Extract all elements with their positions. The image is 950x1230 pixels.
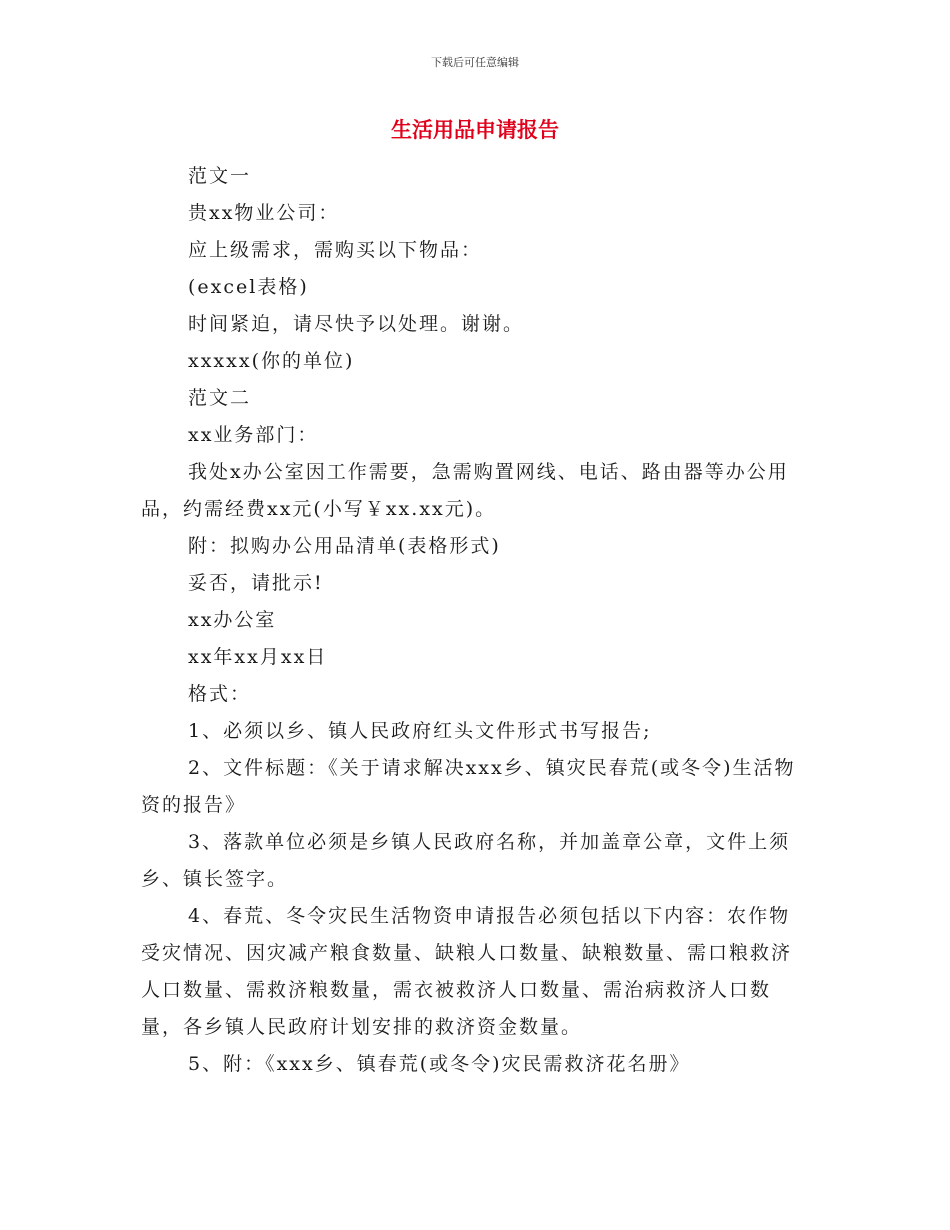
paragraph: xx业务部门： [188, 424, 319, 446]
paragraph: 5、附：《xxx乡、镇春荒(或冬令)灾民需救济花名册》 [188, 1053, 691, 1075]
header-note: 下载后可任意编辑 [431, 56, 519, 69]
paragraph: xx年xx月xx日 [188, 646, 328, 668]
paragraph: 范文一 [188, 165, 252, 187]
paragraph: 应上级需求，需购买以下物品： [188, 239, 483, 261]
document-title: 生活用品申请报告 [391, 118, 559, 142]
paragraph: xxxxx(你的单位) [188, 350, 355, 372]
paragraph: 附：拟购办公用品清单(表格形式) [188, 535, 501, 557]
paragraph: 我处x办公室因工作需要，急需购置网线、电话、路由器等办公用品，约需经费xx元(小写￥xx.xx元)。 [141, 461, 789, 520]
paragraph: 贵xx物业公司： [188, 202, 340, 224]
paragraph: (excel表格) [188, 276, 309, 298]
paragraph: 3、落款单位必须是乡镇人民政府名称，并加盖章公章，文件上须乡、镇长签字。 [141, 831, 791, 890]
paragraph: xx办公室 [188, 609, 277, 631]
paragraph: 范文二 [188, 387, 252, 409]
paragraph: 4、春荒、冬令灾民生活物资申请报告必须包括以下内容：农作物受灾情况、因灾减产粮食数量、缺粮人口数量、缺粮数量、需口粮救济人口数量、需救济粮数量，需衣被救济人口数量、需治病救济人口数量，各乡镇人民政府计划安排的救济资金数量。 [141, 905, 793, 1038]
paragraph: 1、必须以乡、镇人民政府红头文件形式书写报告; [188, 720, 652, 742]
paragraph: 时间紧迫，请尽快予以处理。谢谢。 [188, 313, 525, 335]
paragraph: 妥否，请批示! [188, 572, 324, 594]
document-body [141, 158, 809, 1083]
paragraph: 2、文件标题：《关于请求解决xxx乡、镇灾民春荒(或冬令)生活物资的报告》 [141, 757, 796, 816]
paragraph: 格式： [188, 683, 252, 705]
